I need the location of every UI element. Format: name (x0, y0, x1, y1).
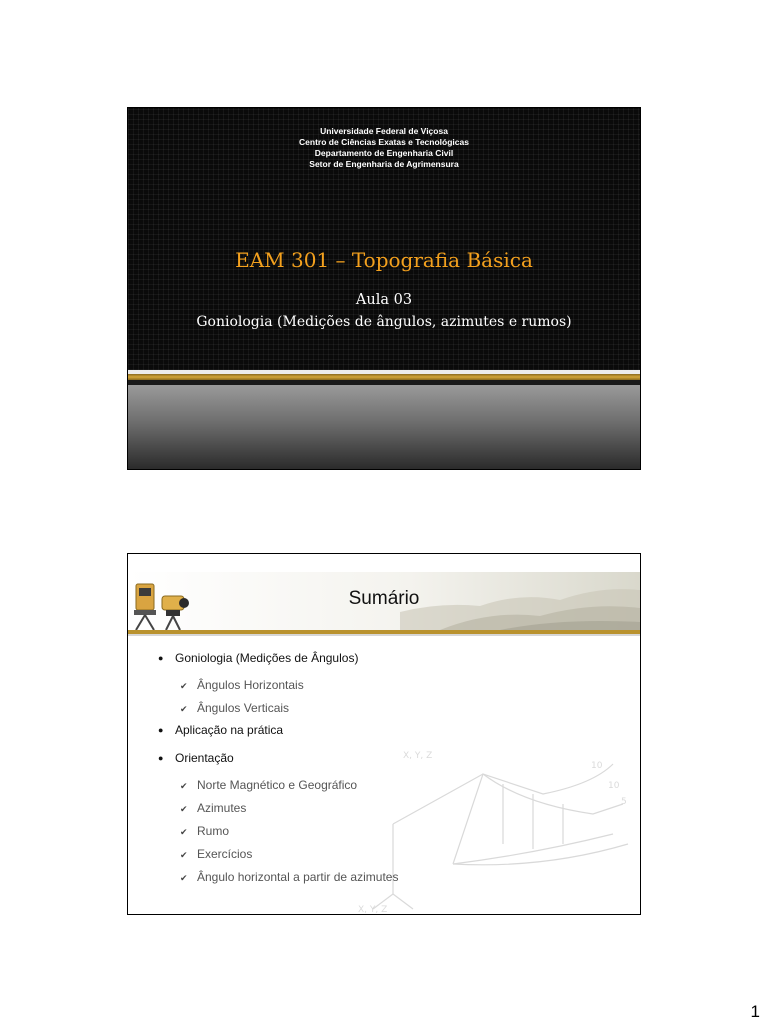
list-item-text: Ângulos Verticais (197, 701, 290, 715)
summary-slide (127, 553, 641, 915)
list-item (180, 870, 398, 884)
lesson-subtitle: Goniologia (Medições de ângulos, azimutes e rumos) (196, 314, 572, 330)
list-item-text: Norte Magnético e Geográfico (197, 778, 358, 792)
bullet-icon: ● (158, 753, 164, 763)
page-number: 1 (750, 1002, 760, 1021)
watermark-label: X, Y, Z (358, 905, 388, 914)
slide-footer-gradient (128, 385, 640, 469)
course-title: EAM 301 – Topografia Básica (235, 248, 533, 272)
lesson-number: Aula 03 (355, 292, 413, 308)
institution-block (128, 126, 640, 170)
institution-line: Universidade Federal de Viçosa (320, 126, 448, 136)
list-item (180, 778, 357, 792)
check-bullet-icon: ✔ (180, 850, 188, 860)
list-item (180, 701, 289, 715)
check-bullet-icon: ✔ (180, 804, 188, 814)
check-bullet-icon: ✔ (180, 827, 188, 837)
list-item (158, 751, 234, 765)
list-item (180, 824, 229, 838)
check-bullet-icon: ✔ (180, 781, 188, 791)
list-item-text: Ângulo horizontal a partir de azimutes (197, 870, 399, 884)
check-bullet-icon: ✔ (180, 873, 188, 883)
list-item-text: Goniologia (Medições de Ângulos) (175, 651, 359, 665)
watermark-label: 5 (621, 797, 627, 807)
bullet-icon: ● (158, 725, 164, 735)
list-item (158, 651, 358, 665)
list-item-text: Exercícios (197, 847, 253, 861)
list-item-text: Orientação (175, 751, 234, 765)
title-slide (127, 107, 641, 470)
list-item (158, 723, 283, 737)
slide-title: Sumário (348, 588, 420, 609)
bullet-icon: ● (158, 653, 164, 663)
institution-line: Centro de Ciências Exatas e Tecnológicas (299, 137, 469, 147)
institution-line: Departamento de Engenharia Civil (314, 148, 454, 158)
list-item-text: Ângulos Horizontais (197, 678, 304, 692)
check-bullet-icon: ✔ (180, 681, 188, 691)
watermark-label: X, Y, Z (403, 751, 433, 761)
list-item (180, 801, 246, 815)
watermark-label: 10 (608, 781, 620, 791)
check-bullet-icon: ✔ (180, 704, 188, 714)
summary-list (128, 554, 640, 914)
list-item-text: Aplicação na prática (175, 723, 284, 737)
list-item (180, 678, 304, 692)
list-item (180, 847, 252, 861)
watermark-label: 10 (591, 761, 603, 771)
list-item-text: Rumo (197, 824, 230, 838)
institution-line: Setor de Engenharia de Agrimensura (309, 159, 459, 169)
list-item-text: Azimutes (197, 801, 247, 815)
